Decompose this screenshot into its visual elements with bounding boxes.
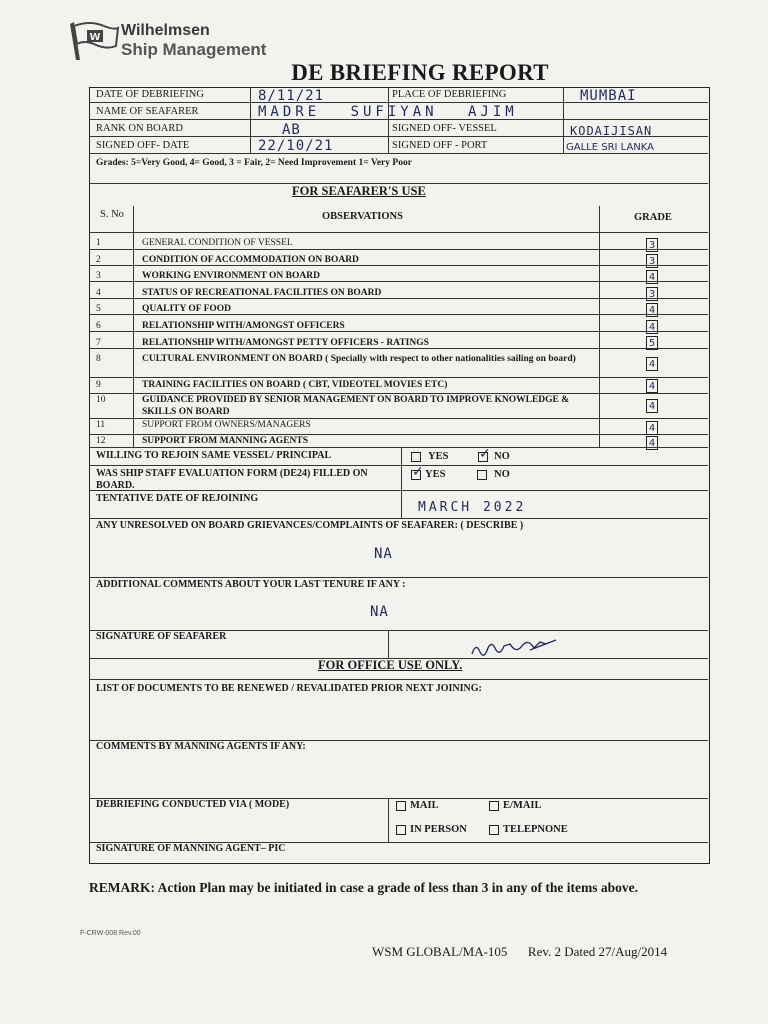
grades-legend: Grades: 5=Very Good, 4= Good, 3 = Fair, 2= Need Improvement 1= Very Poor [96, 158, 412, 168]
section-office-use: FOR OFFICE USE ONLY. [318, 658, 463, 672]
label-signed-off-vessel: SIGNED OFF- VESSEL [392, 123, 497, 134]
footer-ref [372, 944, 667, 960]
label-documents: LIST OF DOCUMENTS TO BE RENEWED / REVALIDATED PRIOR NEXT JOINING: [96, 683, 482, 694]
mode-inperson-checkbox[interactable] [396, 825, 406, 835]
obs-text: RELATIONSHIP WITH/AMONGST PETTY OFFICERS - RATINGS [142, 338, 429, 348]
obs-no: 5 [96, 304, 101, 314]
obs-no: 3 [96, 271, 101, 281]
obs-text: RELATIONSHIP WITH/AMONGST OFFICERS [142, 321, 345, 331]
obs-no: 1 [96, 238, 101, 248]
footer-ref-text: WSM GLOBAL/MA-105 [372, 944, 508, 959]
label-signature-seafarer: SIGNATURE OF SEAFARER [96, 631, 227, 642]
mode-mail-checkbox[interactable] [396, 801, 406, 811]
obs-grade[interactable]: 4 [646, 399, 658, 413]
mode-inperson-label: IN PERSON [410, 824, 467, 835]
obs-grade[interactable]: 4 [646, 303, 658, 317]
obs-no: 7 [96, 338, 101, 348]
de24-no-checkbox[interactable] [477, 470, 487, 480]
obs-grade[interactable]: 5 [646, 336, 658, 350]
col-grade: GRADE [634, 212, 672, 223]
label-de24: WAS SHIP STAFF EVALUATION FORM (DE24) FILLED ON BOARD. [96, 468, 368, 491]
label-rank: RANK ON BOARD [96, 123, 183, 134]
mode-mail-label: MAIL [410, 800, 439, 811]
label-agent-comments: COMMENTS BY MANNING AGENTS IF ANY: [96, 741, 306, 752]
svg-text:W: W [89, 32, 101, 43]
de24-yes-checkbox[interactable] [411, 470, 421, 480]
value-tentative[interactable]: MARCH 2022 [418, 500, 527, 515]
value-signed-off-date[interactable]: 22/10/21 [258, 138, 334, 154]
value-name-seafarer[interactable]: MADRE SUFIYAN AJIM [258, 104, 518, 120]
value-grievances[interactable]: NA [374, 546, 393, 562]
obs-no: 6 [96, 321, 101, 331]
label-rejoin: WILLING TO REJOIN SAME VESSEL/ PRINCIPAL [96, 450, 332, 461]
label-agent-signature: SIGNATURE OF MANNING AGENT– PIC [96, 843, 286, 854]
rejoin-yes-checkbox[interactable] [411, 452, 421, 462]
page-title: DE BRIEFING REPORT [291, 60, 549, 85]
obs-text: CULTURAL ENVIRONMENT ON BOARD ( Specially with respect to other nationalities sailing on board) [142, 354, 576, 364]
label-mode: DEBRIEFING CONDUCTED VIA ( MODE) [96, 799, 290, 810]
value-signed-off-port[interactable]: GALLE SRI LANKA [566, 142, 654, 153]
label-signed-off-date: SIGNED OFF- DATE [96, 140, 190, 151]
obs-grade[interactable]: 3 [646, 238, 658, 252]
obs-grade[interactable]: 4 [646, 320, 658, 334]
value-signed-off-vessel[interactable]: KODAIJISAN [570, 124, 653, 138]
form-code: F-CRW-008 Rev.00 [80, 930, 141, 937]
obs-grade[interactable]: 4 [646, 270, 658, 284]
obs-text: GUIDANCE PROVIDED BY SENIOR MANAGEMENT ON BOARD TO IMPROVE KNOWLEDGE & SKILLS ON BOARD [142, 395, 570, 417]
obs-no: 4 [96, 288, 101, 298]
obs-text: SUPPORT FROM MANNING AGENTS [142, 436, 309, 446]
label-comments: ADDITIONAL COMMENTS ABOUT YOUR LAST TENURE IF ANY : [96, 579, 406, 590]
value-rank[interactable]: AB [282, 122, 301, 138]
rejoin-yes-label: YES [428, 451, 449, 462]
mode-email-checkbox[interactable] [489, 801, 499, 811]
obs-text: WORKING ENVIRONMENT ON BOARD [142, 271, 320, 281]
obs-grade[interactable]: 3 [646, 254, 658, 268]
obs-grade[interactable]: 3 [646, 287, 658, 301]
de24-yes-label: YES [425, 469, 446, 480]
rejoin-no-label: NO [494, 451, 510, 462]
mode-telephone-checkbox[interactable] [489, 825, 499, 835]
obs-text: GENERAL CONDITION OF VESSEL [142, 238, 293, 248]
label-signed-off-port: SIGNED OFF - PORT [392, 140, 488, 151]
obs-no: 10 [96, 395, 106, 405]
col-observations: OBSERVATIONS [322, 211, 403, 222]
de24-no-label: NO [494, 469, 510, 480]
obs-grade[interactable]: 4 [646, 421, 658, 435]
label-tentative: TENTATIVE DATE OF REJOINING [96, 493, 259, 504]
seafarer-signature [470, 634, 560, 662]
mode-email-label: E/MAIL [503, 800, 542, 811]
obs-grade[interactable]: 4 [646, 357, 658, 371]
footer-rev-text: Rev. 2 Dated 27/Aug/2014 [527, 944, 668, 959]
obs-no: 11 [96, 420, 106, 430]
obs-text: STATUS OF RECREATIONAL FACILITIES ON BOARD [142, 288, 382, 298]
obs-no: 9 [96, 380, 101, 390]
label-date-debriefing: DATE OF DEBRIEFING [96, 89, 204, 100]
obs-text: TRAINING FACILITIES ON BOARD ( CBT, VIDEOTEL MOVIES ETC) [142, 380, 448, 390]
obs-text: SUPPORT FROM OWNERS/MANAGERS [142, 420, 311, 430]
rejoin-no-checkbox[interactable] [478, 452, 488, 462]
remark: REMARK: Action Plan may be initiated in case a grade of less than 3 in any of the items above. [89, 880, 638, 895]
value-place-debriefing[interactable]: MUMBAI [580, 88, 637, 104]
col-sno: S. No [100, 209, 124, 220]
mode-telephone-label: TELEPNONE [503, 824, 568, 835]
label-grievances: ANY UNRESOLVED ON BOARD GRIEVANCES/COMPLAINTS OF SEAFARER: ( DESCRIBE ) [96, 520, 524, 531]
obs-grade[interactable]: 4 [646, 436, 658, 450]
section-seafarer-use: FOR SEAFARER'S USE [292, 184, 426, 198]
value-comments[interactable]: NA [370, 604, 389, 620]
label-place-debriefing: PLACE OF DEBRIEFING [392, 89, 507, 100]
logo-line1: Wilhelmsen [121, 22, 210, 39]
obs-grade[interactable]: 4 [646, 379, 658, 393]
obs-no: 2 [96, 255, 101, 265]
obs-text: QUALITY OF FOOD [142, 304, 232, 314]
obs-no: 8 [96, 354, 101, 364]
value-date-debriefing[interactable]: 8/11/21 [258, 88, 325, 104]
logo-line2: Ship Management [121, 40, 267, 59]
obs-no: 12 [96, 436, 106, 446]
label-name-seafarer: NAME OF SEAFARER [96, 106, 199, 117]
obs-text: CONDITION OF ACCOMMODATION ON BOARD [142, 255, 359, 265]
